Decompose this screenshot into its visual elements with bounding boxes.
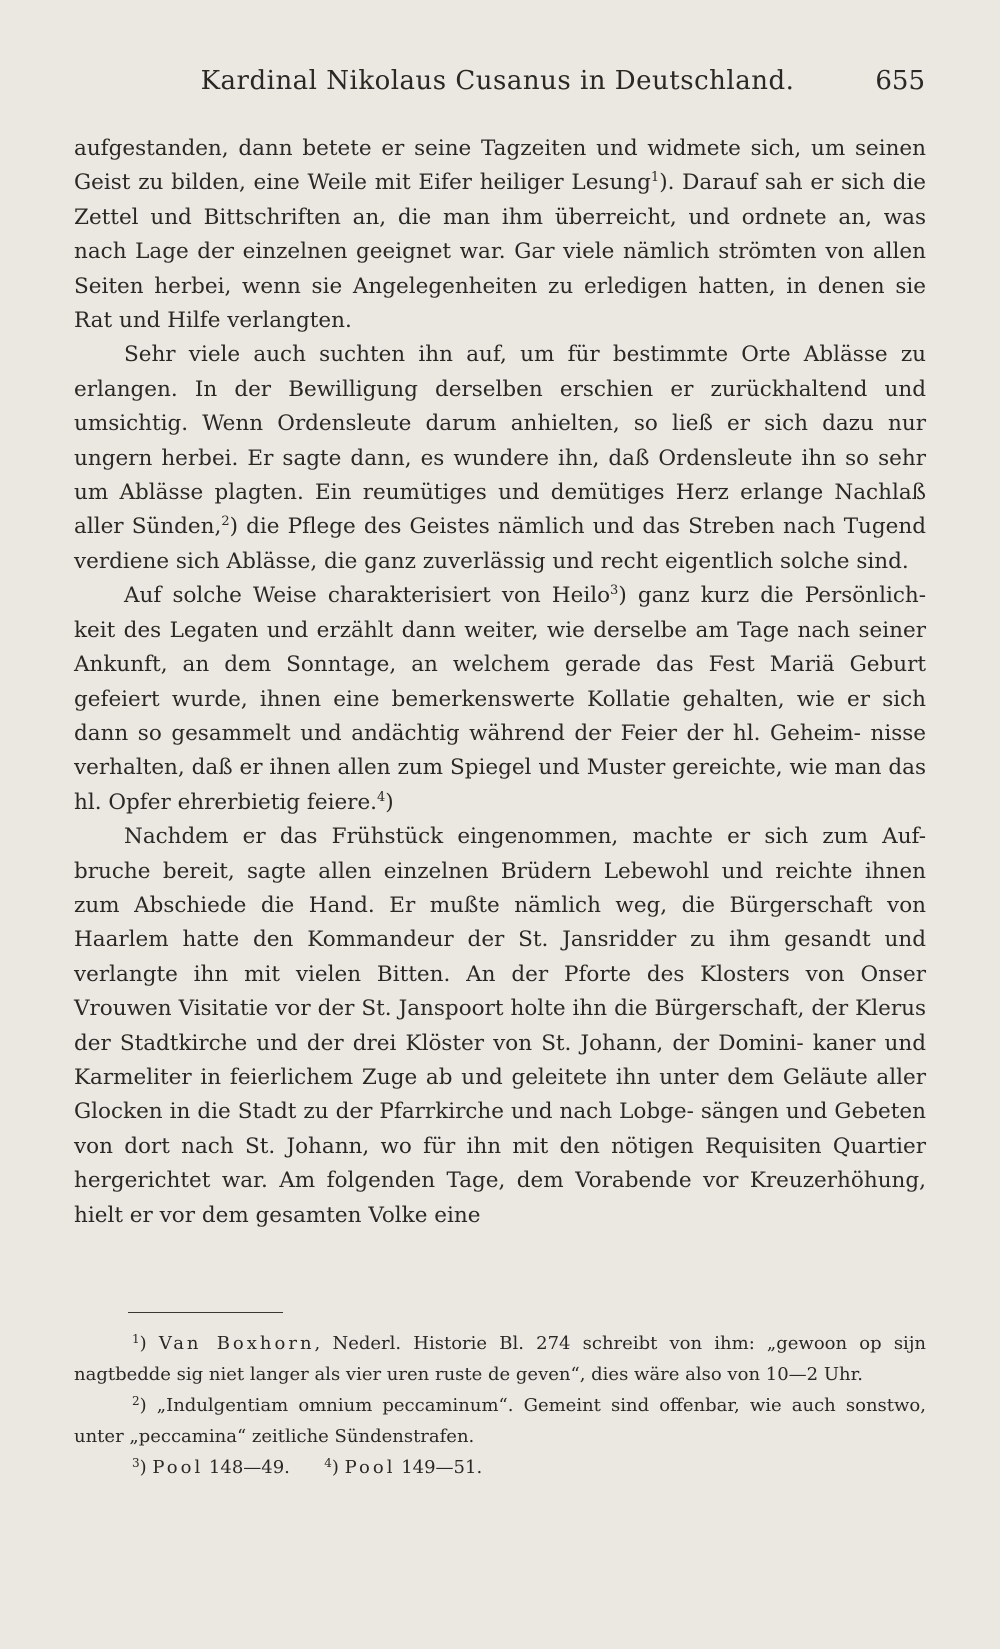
footnote-4-mark: 4 xyxy=(324,1456,332,1470)
footnote-ref-2: 2 xyxy=(221,514,230,530)
paragraph-3 xyxy=(74,579,926,820)
footnote-3-mark: 3 xyxy=(132,1456,140,1470)
footnote-separator xyxy=(128,1312,283,1313)
footnotes xyxy=(74,1328,926,1483)
paragraph-3-text-c: ) xyxy=(385,789,394,815)
paragraph-4-text: Nachdem er das Frühstück eingenommen, machte er sich zum Auf- bruche bereit, sagte allen einzelnen Brüdern Lebewohl und reichte ihnen zum Abschiede die Hand. Er mußte nämlich weg, die Bürgerschaft von Haarlem hatte den Kommandeur der St. Jansridder zu ihm gesandt und verlangte ihn mit vielen Bitten. An der Pforte des Klosters von Onser Vrouwen Visitatie vor der St. Janspoort holte ihn die Bürgerschaft, der Klerus der Stadtkirche und der drei Klöster von St. Johann, der Domini- kaner und Karmeliter in feierlichem Zuge ab und geleitete ihn unter dem Geläute aller Glocken in die Stadt zu der Pfarrkirche und nach Lobge- sängen und Gebeten von dort nach St. Johann, wo für ihn mit den nötigen Requisiten Quartier hergerichtet war. Am folgenden Tage, dem Vorabende vor Kreuzerhöhung, hielt er vor dem gesamten Volke eine xyxy=(74,824,926,1228)
footnote-ref-3: 3 xyxy=(610,583,619,599)
page-header xyxy=(70,66,925,106)
paragraph-2-text-a: Sehr viele auch suchten ihn auf, um für bestimmte Orte Ablässe zu erlangen. In der Bewilligung derselben erschien er zurückhaltend und umsichtig. Wenn Ordensleute darum anhielten, so ließ er sich dazu nur ungern herbei. Er sagte dann, es wundere ihn, daß Ordensleute ihn so sehr um Ablässe plagten. Ein reumütiges und demütiges Herz erlange Nachlaß aller Sünden, xyxy=(74,342,926,540)
paragraph-3-text-a: Auf solche Weise charakterisiert von Heilo xyxy=(124,583,611,609)
footnote-1-text: , Nederl. Historie Bl. 274 schreibt von ihm: „gewoon op sijn nagtbedde sig niet langer als vier uren ruste de geven“, dies wäre also von 10—2 Uhr. xyxy=(74,1333,926,1385)
paragraph-1-text-b: ). Darauf sah er sich die Zettel und Bittschriften an, die man ihm überreicht, und ordnete an, was nach Lage der einzelnen geeignet war. Gar viele nämlich strömten von allen Seiten herbei, wenn sie Angelegenheiten zu erledigen hatten, in denen sie Rat und Hilfe verlangten. xyxy=(74,170,926,334)
paragraph-4 xyxy=(74,820,926,1233)
footnote-3-text: 148—49. xyxy=(203,1457,290,1478)
footnote-ref-4: 4 xyxy=(377,789,386,805)
footnote-1: $^1$) Van Boxhorn, Nederl. Historie Bl. 274 schreibt von ihm: „gewoon op sijn nagtbedde sig niet langer als vier uren ruste de geven“, dies wäre also von 10—2 Uhr. xyxy=(74,1332,926,1385)
page-number: 655 xyxy=(875,66,925,96)
footnote-ref-1: 1 xyxy=(650,170,660,186)
footnote-3-author: Pool xyxy=(152,1457,204,1478)
paragraph-2 xyxy=(74,338,926,579)
footnote-1-author: Van Boxhorn xyxy=(158,1333,315,1354)
footnote-4-author: Pool xyxy=(344,1457,396,1478)
footnote-2-text: „Indulgentiam omnium peccaminum“. Gemeint sind offenbar, wie auch sonstwo, unter „peccamina“ zeitliche Sündenstrafen. xyxy=(74,1395,926,1447)
footnote-2-mark: 2 xyxy=(132,1394,140,1408)
paragraph-1-text-a: aufgestanden, dann betete er seine Tagzeiten und widmete sich, um seinen Geist zu bilden, eine Weile mit Eifer heiliger Lesung xyxy=(74,136,926,196)
running-title: Kardinal Nikolaus Cusanus in Deutschland. xyxy=(200,66,795,96)
paragraph-2-text-b: ) die Pflege des Geistes nämlich und das Streben nach Tugend verdiene sich Ablässe, die ganz zuverlässig und recht eigentlich solche sind. xyxy=(74,514,927,574)
footnote-3-4: $^3$) Pool 148—49. $^4$) Pool 149—51. xyxy=(132,1456,483,1478)
main-text xyxy=(74,132,926,1233)
paragraph-1 xyxy=(74,132,926,338)
footnote-1-mark: 1 xyxy=(132,1332,140,1346)
paragraph-3-text-b: ) ganz kurz die Persönlich- keit des Legaten und erzählt dann weiter, wie derselbe am Tage nach seiner Ankunft, an dem Sonntage, an welchem gerade das Fest Mariä Geburt gefeiert wurde, ihnen eine bemerkenswerte Kollatie gehalten, wie er sich dann so gesammelt und andächtig während der Feier der hl. Geheim- nisse verhalten, daß er ihnen allen zum Spiegel und Muster gereichte, wie man das hl. Opfer ehrerbietig feiere. xyxy=(74,583,926,815)
footnote-4-text: 149—51. xyxy=(395,1457,483,1478)
footnote-2: $^2$) „Indulgentiam omnium peccaminum“. Gemeint sind offenbar, wie auch sonstwo, unter „peccamina“ zeitliche Sündenstrafen. xyxy=(74,1394,926,1447)
